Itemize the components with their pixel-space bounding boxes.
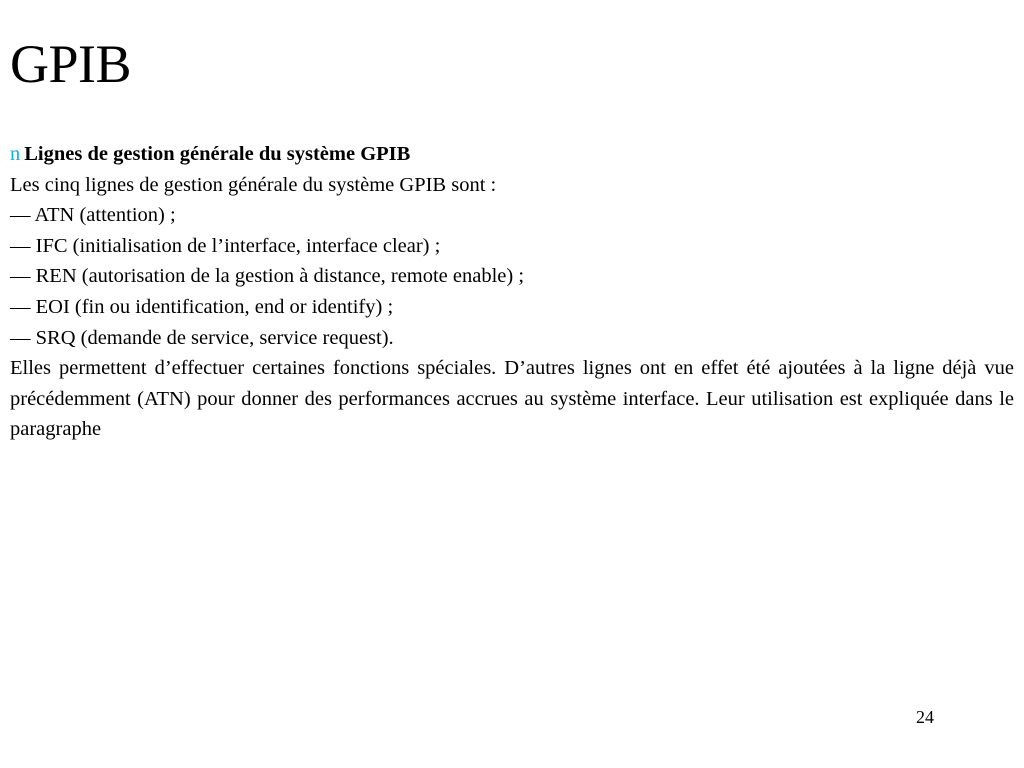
section-heading	[10, 139, 1014, 170]
list-item-ifc: — IFC (initialisation de l’interface, interface clear) ;	[10, 234, 441, 257]
list-item-ren: — REN (autorisation de la gestion à distance, remote enable) ;	[10, 265, 525, 288]
body-paragraph: Elles permettent d’effectuer certaines fonctions spéciales. D’autres lignes ont en effet été ajoutées à la ligne déjà vue précédemment (ATN) pour donner des performances accrues au système interface. Leur utilisation est expliquée dans le paragraphe	[10, 357, 1014, 441]
bullet-icon: n	[10, 143, 21, 165]
intro-line: Les cinq lignes de gestion générale du système GPIB sont :	[10, 173, 497, 196]
section-heading-text: Lignes de gestion générale du système GPIB	[24, 143, 411, 165]
slide-title: GPIB	[10, 34, 132, 94]
slide-body	[10, 139, 1014, 445]
page-number: 24	[916, 707, 934, 727]
list-item-srq: — SRQ (demande de service, service request).	[10, 326, 394, 349]
list-item-atn: — ATN (attention) ;	[10, 204, 176, 227]
list-item-eoi: — EOI (fin ou identification, end or identify) ;	[10, 295, 394, 318]
